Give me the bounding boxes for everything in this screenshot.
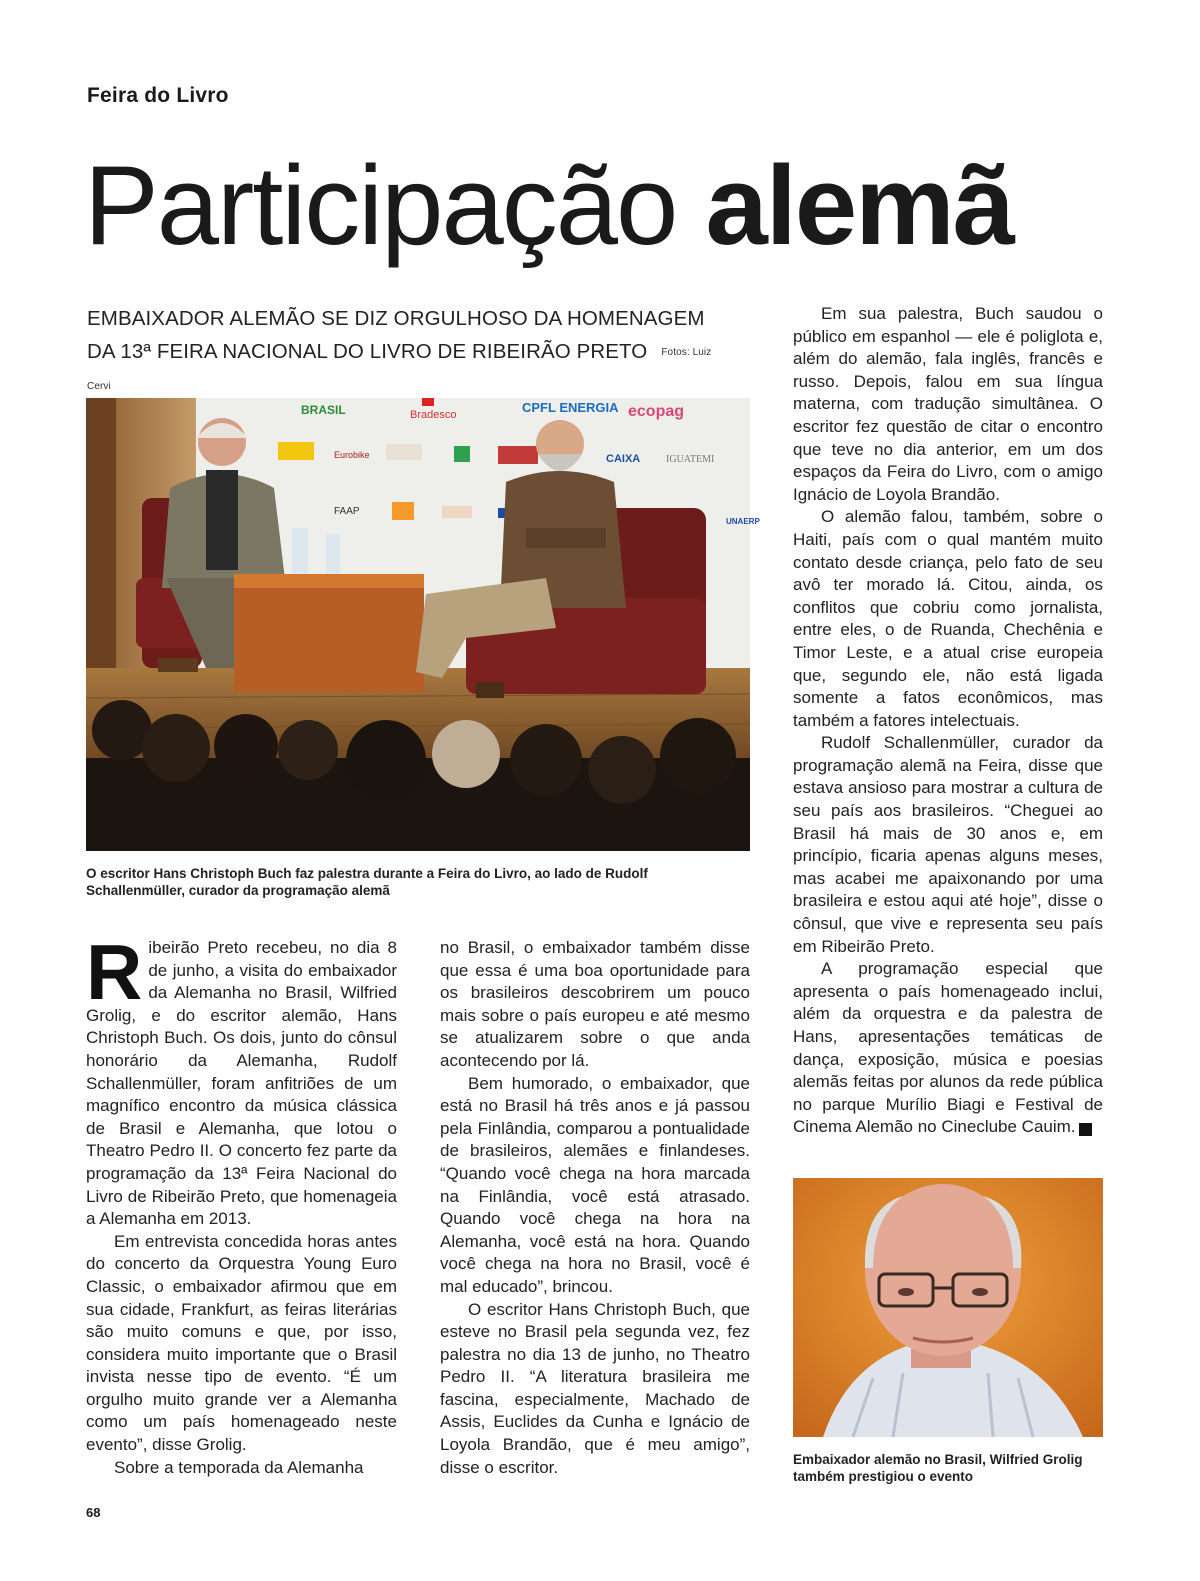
page-number: 68 xyxy=(86,1505,101,1520)
portrait-illustration xyxy=(793,1178,1103,1437)
dropcap: R xyxy=(86,928,143,1016)
sponsor-logo: Bradesco xyxy=(410,409,457,421)
sponsor-logo: FAAP xyxy=(334,506,360,517)
subhead-line-2 xyxy=(87,335,727,403)
paragraph: O escritor Hans Christoph Buch, que esteve no Brasil pela segunda vez, fez palestra no dia 13 de junho, no Theatro Pedro II. “A literatura brasileira me fascina, especialmente, Machado de Assis, Euclides da Cunha e Ignácio de Loyola Brandão, que é meu amigo”, disse o escritor. xyxy=(440,1299,750,1477)
paragraph: no Brasil, o embaixador também disse que essa é uma boa oportunidade para os brasileiros descobrirem um pouco mais sobre o país europeu e até mesmo se atualizarem sobre o que anda acontecendo por lá. xyxy=(440,938,750,1070)
subhead xyxy=(87,302,727,403)
stage-scene-illustration xyxy=(86,398,760,851)
paragraph: Em entrevista concedida horas antes do concerto da Orquestra Young Euro Classic, o embaixador afirmou que em sua cidade, Frankfurt, as feiras literárias são muito comuns e que, por isso, considera muito importante que o Brasil invista nesse tipo de evento. “É um orgulho muito grande ver a Alemanha como um país homenageado neste evento”, disse Grolig. xyxy=(86,1231,397,1455)
sponsor-logo: CAIXA xyxy=(606,453,641,465)
end-mark-icon: r xyxy=(1079,1123,1092,1136)
article-column-1 xyxy=(86,928,397,1479)
sponsor-logo: Eurobike xyxy=(334,450,370,460)
main-photo xyxy=(86,398,760,851)
paragraph: Sobre a temporada da Alemanha xyxy=(114,1457,364,1477)
subhead-line-2-text: DA 13ª FEIRA NACIONAL DO LIVRO DE RIBEIRÃO PRETO xyxy=(87,340,648,363)
paragraph-text: ibeirão Preto recebeu, no dia 8 de junho, a visita do embaixador da Alemanha no Brasil, Wilfried Grolig, e do escritor alemão, Hans Christoph Buch. Os dois, junto do cônsul honorário da Alemanha, Rudolf Schallenmüller, foram anfitriões de um magnífico encontro da música clássica de Brasil e Alemanha, que lotou o Theatro Pedro II. O concerto fez parte da programação da 13ª Feira Nacional do Livro de Ribeirão Preto, que homenageia a Alemanha em 2013. xyxy=(86,938,397,1229)
article-column-2 xyxy=(440,937,750,1479)
sponsor-logo: CPFL ENERGIA xyxy=(522,400,619,415)
paragraph-text: A programação especial que apresenta o país homenageado inclui, além da orquestra e da palestra de Hans, apresentações temáticas de dança, exposição, música e poesias alemãs feitas por alunos da rede pública no parque Murílio Biagi e Festival de Cinema Alemão no Cineclube Cauim. xyxy=(793,959,1103,1137)
article-column-3 xyxy=(793,303,1111,1139)
portrait-photo-caption: Embaixador alemão no Brasil, Wilfried Grolig também prestigiou o evento xyxy=(793,1452,1083,1484)
paragraph xyxy=(793,958,1111,1139)
photo-credit: Fotos: Luiz Cervi xyxy=(87,347,712,393)
sponsor-logo: UNAERP xyxy=(726,517,760,526)
sponsor-logo: BRASIL xyxy=(301,403,346,417)
section-label: Feira do Livro xyxy=(87,84,229,107)
headline xyxy=(84,143,1014,268)
headline-light: Participação xyxy=(84,143,677,268)
subhead-line-1: EMBAIXADOR ALEMÃO SE DIZ ORGULHOSO DA HOMENAGEM xyxy=(87,307,705,330)
portrait-photo xyxy=(793,1178,1103,1437)
paragraph: O alemão falou, também, sobre o Haiti, país com o qual mantém muito contato desde criança, pelo fato de seu avô ter morado lá. Citou, ainda, os conflitos que cobriu como jornalista, entre eles, o de Ruanda, Chechênia e Timor Leste, e a atual crise europeia que, segundo ele, não está ligada somente a fatos econômicos, mas também a fatores intelectuais. xyxy=(793,507,1103,730)
paragraph: Bem humorado, o embaixador, que está no Brasil há três anos e já passou pela Finlândia, comparou a pontualidade de brasileiros, alemães e finlandeses. “Quando você chega na hora marcada na Finlândia, você está atrasado. Quando você chega na hora na Alemanha, você está na hora. Quando você chega na hora no Brasil, você é mal educado”, brincou. xyxy=(440,1073,750,1296)
paragraph: Em sua palestra, Buch saudou o público em espanhol — ele é poliglota e, além do alemão, fala inglês, francês e russo. Depois, falou em sua língua materna, com tradução simultânea. O escritor fez questão de citar o encontro que teve no dia anterior, em um dos espaços da Feira do Livro, com o amigo Ignácio de Loyola Brandão. xyxy=(793,304,1103,504)
sponsor-logo: IGUATEMI xyxy=(666,454,715,465)
headline-bold: alemã xyxy=(705,143,1014,268)
main-photo-caption: O escritor Hans Christoph Buch faz palestra durante a Feira do Livro, ao lado de Rudolf Schallenmüller, curador da programação alemã xyxy=(86,866,648,898)
paragraph xyxy=(86,928,397,1231)
sponsor-logo: ecopag xyxy=(628,403,685,420)
paragraph: Rudolf Schallenmüller, curador da programação alemã na Feira, disse que estava ansioso para mostrar a cultura de seu país aos brasileiros. “Cheguei ao Brasil há mais de 30 anos e, em princípio, ficaria apenas alguns meses, mas acabei me apaixonando por uma brasileira e estou aqui até hoje”, disse o cônsul, que vive e representa seu país em Ribeirão Preto. xyxy=(793,733,1103,956)
